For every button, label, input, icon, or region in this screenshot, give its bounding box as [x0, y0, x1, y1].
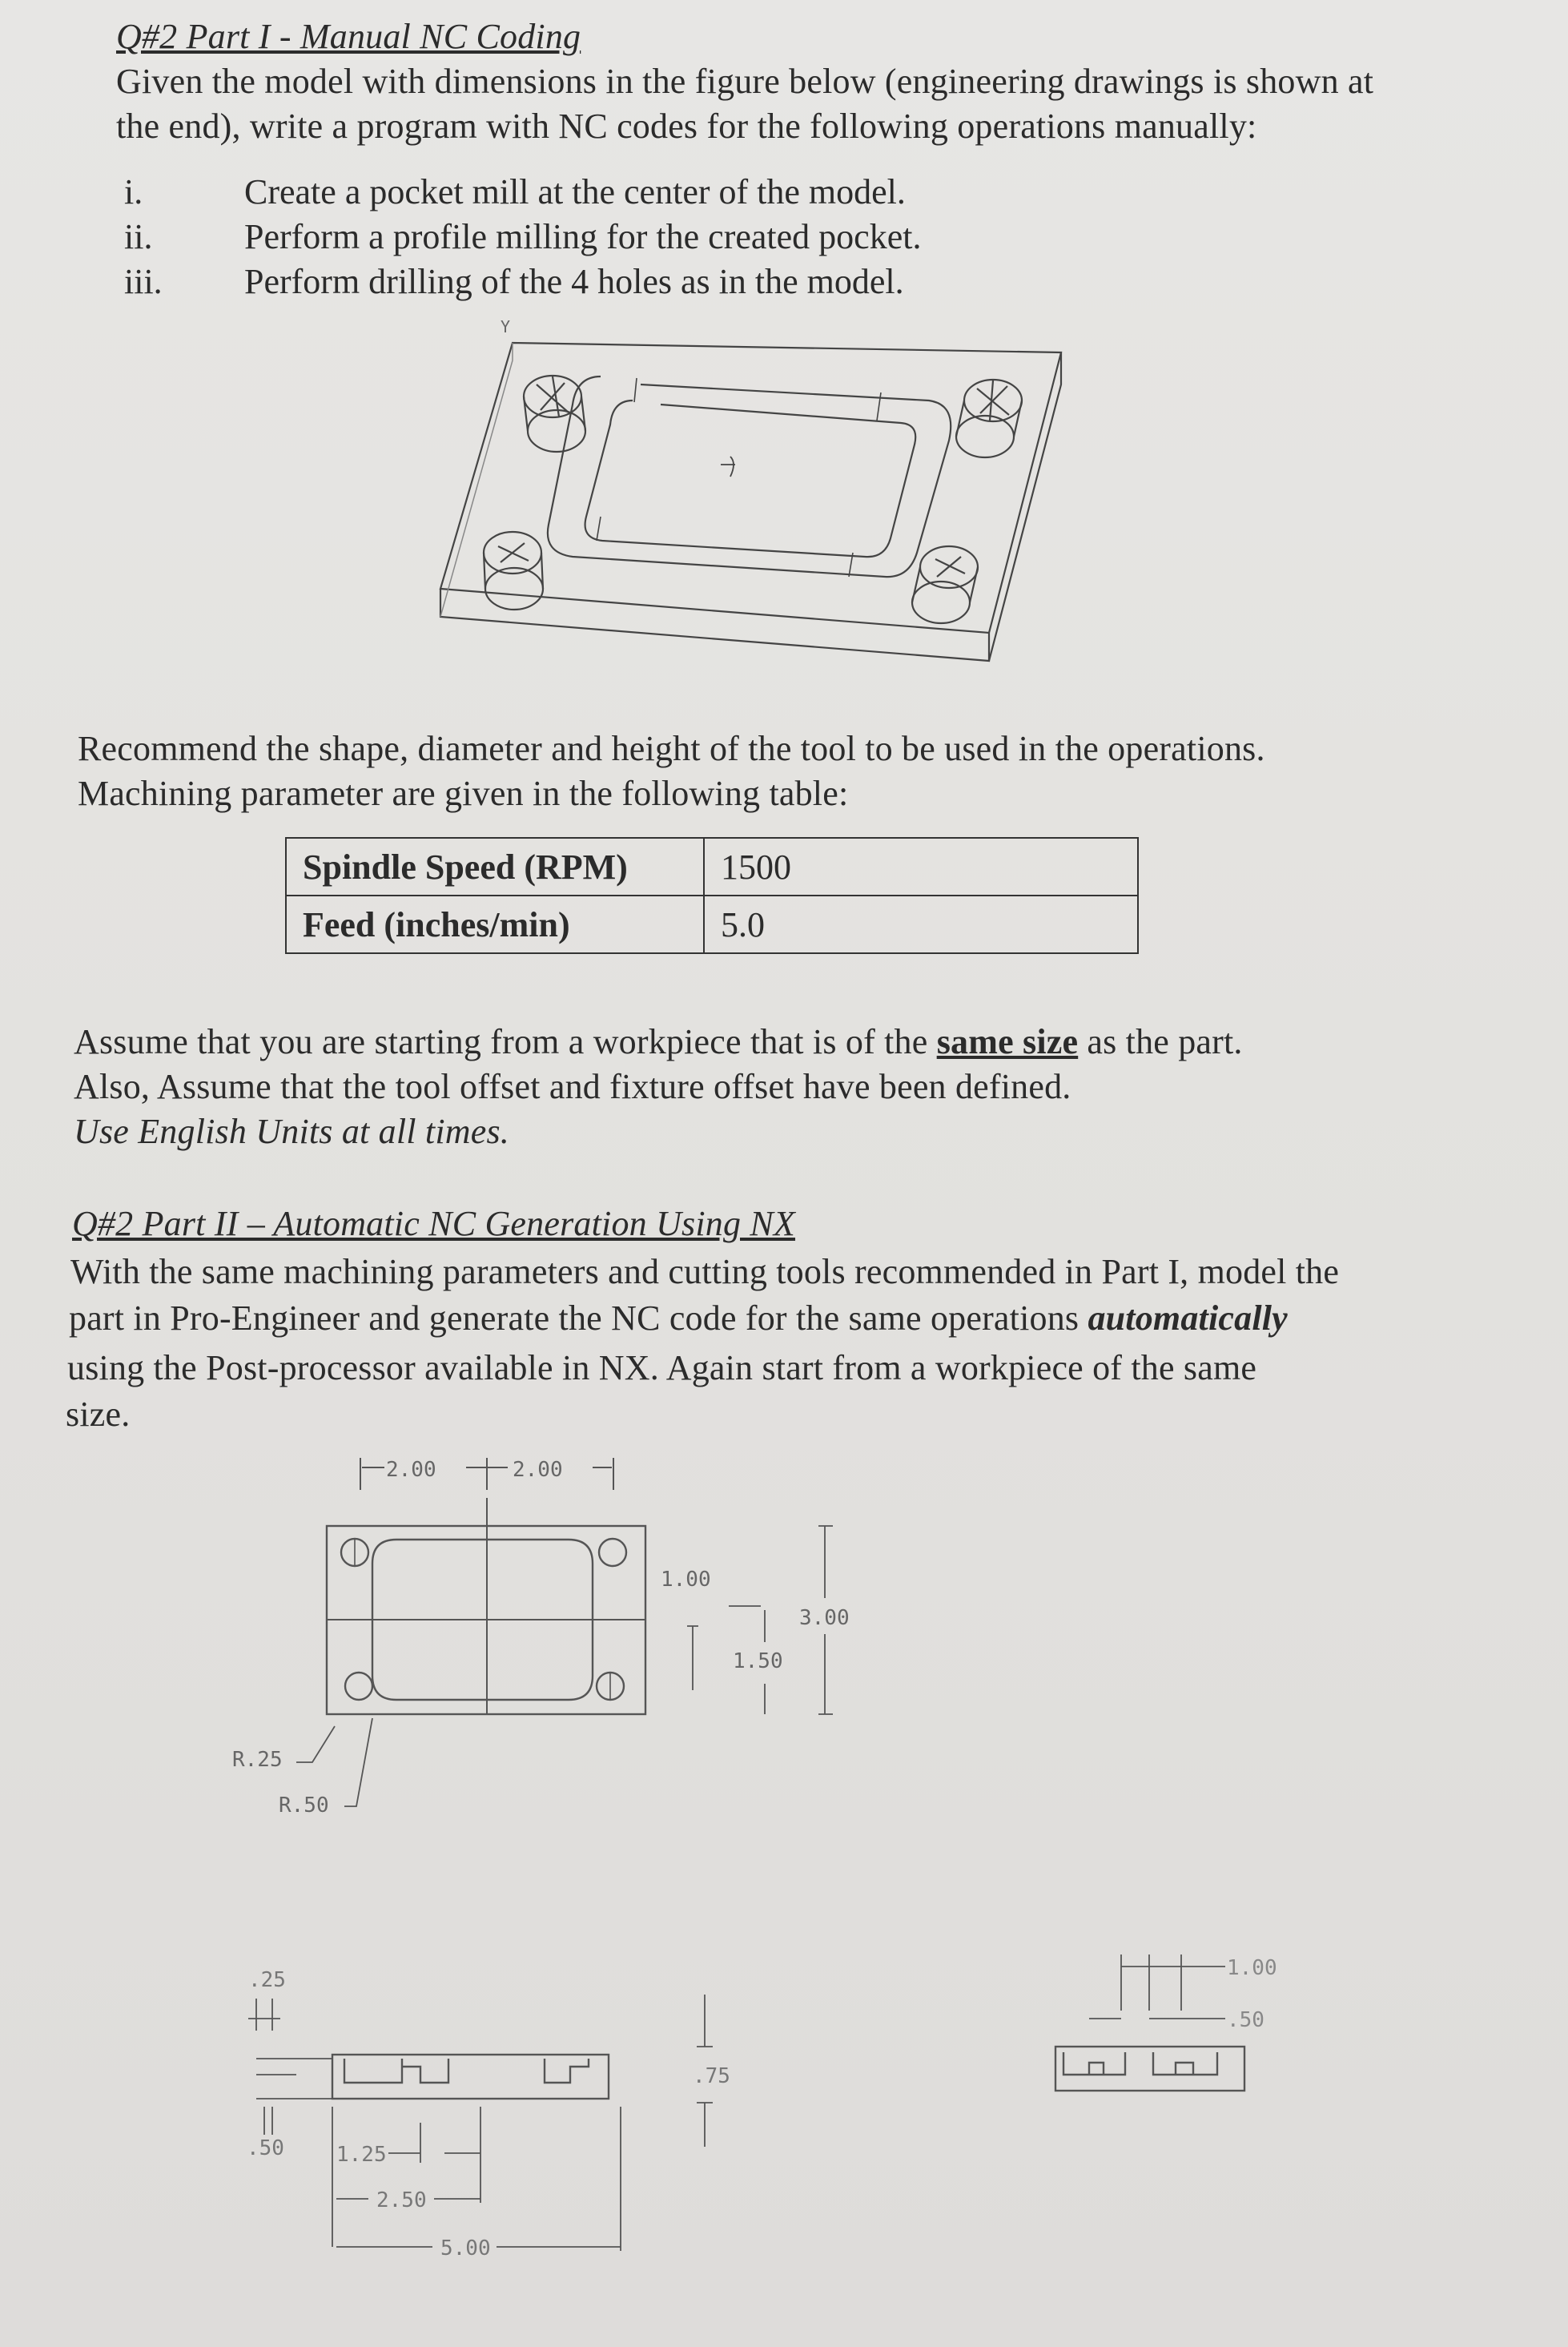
list-item-text: Perform drilling of the 4 holes as in the model. [244, 262, 904, 301]
units-note: Use English Units at all times. [74, 1112, 509, 1151]
dim-2-label: 2.50 [376, 2188, 427, 2212]
side-dim-a-label: 1.00 [1227, 1956, 1277, 1980]
dim-right-label: 2.00 [513, 1458, 563, 1482]
dim-left-label: 2.00 [386, 1458, 436, 1482]
radius-large-label: R.50 [279, 1793, 329, 1818]
part2-line2 [69, 1296, 1288, 1341]
assume-emphasis: same size [936, 1022, 1079, 1061]
assume-text-before: Assume that you are starting from a workpiece that is of the [74, 1022, 937, 1061]
isometric-axis-label: Y [501, 317, 511, 336]
table-row [286, 838, 1138, 896]
top-view-drawing [216, 1450, 881, 1834]
dim-pocket-depth-label: .25 [248, 1968, 286, 1992]
dim-height-label: 3.00 [799, 1606, 850, 1630]
table-row [286, 896, 1138, 953]
table-cell-label: Feed (inches/min) [286, 896, 704, 953]
part2-emphasis: automatically [1088, 1298, 1288, 1338]
part1-intro-line2: the end), write a program with NC codes for the following operations manually: [116, 107, 1257, 146]
list-item-text: Create a pocket mill at the center of the model. [244, 172, 906, 211]
recommend-line1: Recommend the shape, diameter and height of the tool to be used in the operations. [78, 729, 1265, 768]
part2-line3: using the Post-processor available in NX. Again start from a workpiece of the same [67, 1348, 1257, 1387]
isometric-model-drawing [416, 312, 1073, 665]
table-cell-value: 5.0 [704, 896, 1138, 953]
list-item [124, 170, 1085, 215]
table-cell-value: 1500 [704, 838, 1138, 896]
list-item-number: ii. [124, 217, 153, 256]
recommend-line2: Machining parameter are given in the following table: [78, 774, 849, 813]
list-item-number: iii. [124, 262, 163, 301]
dim-center-label: 1.50 [733, 1649, 783, 1673]
radius-small-label: R.25 [232, 1748, 283, 1772]
side-dim-b-label: .50 [1227, 2008, 1264, 2032]
front-view-drawing [224, 1938, 753, 2275]
part2-heading: Q#2 Part II – Automatic NC Generation Using NX [72, 1204, 796, 1243]
part2-line2-text: part in Pro-Engineer and generate the NC code for the same operations [69, 1298, 1088, 1338]
operations-list [124, 170, 1085, 306]
hole-top-left [524, 376, 585, 452]
machining-parameters-table [285, 837, 1139, 954]
hole-bottom-left [484, 532, 543, 610]
list-item [124, 215, 1085, 260]
dim-pocket-label: 1.00 [661, 1568, 711, 1592]
assume-line1 [74, 1020, 1243, 1065]
part2-line4: size. [66, 1395, 131, 1434]
dim-3-label: 5.00 [440, 2236, 491, 2260]
hole-top-right [956, 380, 1022, 457]
list-item-number: i. [124, 172, 143, 211]
list-item-text: Perform a profile milling for the created pocket. [244, 217, 922, 256]
hole-bottom-right [912, 546, 978, 623]
dim-thickness-label: .75 [693, 2064, 730, 2088]
assume-line2: Also, Assume that the tool offset and fixture offset have been defined. [74, 1067, 1071, 1106]
assume-text-after: as the part. [1078, 1022, 1243, 1061]
side-view-drawing [1041, 1938, 1305, 2115]
table-cell-label: Spindle Speed (RPM) [286, 838, 704, 896]
list-item [124, 260, 1085, 304]
part1-intro-line1: Given the model with dimensions in the figure below (engineering drawings is shown at [116, 62, 1374, 101]
dim-base-label: .50 [247, 2136, 284, 2160]
part2-line1: With the same machining parameters and cutting tools recommended in Part I, model the [70, 1252, 1340, 1291]
part1-heading: Q#2 Part I - Manual NC Coding [116, 17, 581, 56]
dim-1-label: 1.25 [336, 2143, 387, 2167]
